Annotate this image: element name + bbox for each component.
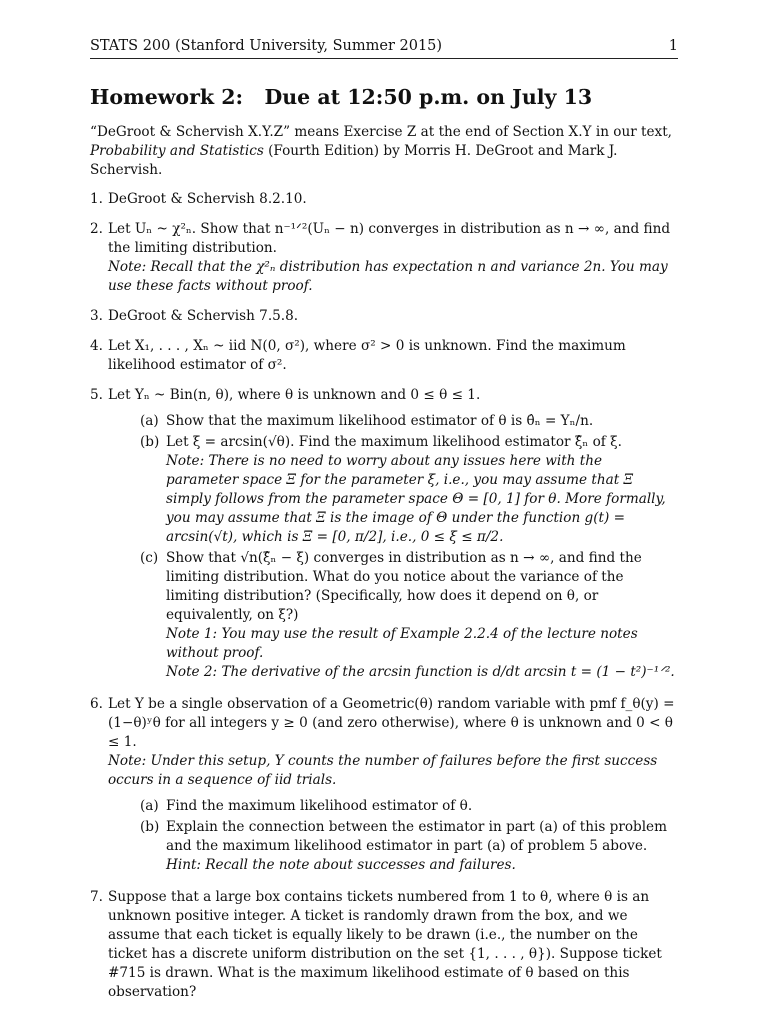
- problem-text: Let Y be a single observation of a Geometric(θ) random variable with pmf f_θ(y) = (1−θ)ʸθ for all integers y ≥ 0 (and zero otherwise), where θ is unknown and 0 < θ ≤ 1.: [108, 696, 675, 750]
- problem-number: 2.: [90, 221, 103, 237]
- problem-note: Note: Under this setup, Y counts the number of failures before the first success occurs in a sequence of iid trials.: [108, 753, 658, 788]
- problem-2: [90, 220, 678, 296]
- problem-text: Let X₁, . . . , Xₙ ~ iid N(0, σ²), where σ² > 0 is unknown. Find the maximum likelihood estimator of σ².: [108, 338, 626, 373]
- problem-text: DeGroot & Schervish 7.5.8.: [108, 308, 299, 324]
- subpart-hint: Hint: Recall the note about successes and failures.: [166, 857, 516, 873]
- problem-text: Suppose that a large box contains tickets numbered from 1 to θ, where θ is an unknown positive integer. A ticket is randomly drawn from the box, and we assume that each ticket is equally likely to be drawn (i.e., the number on the ticket has a discrete uniform distribution on the set {1, . . . , θ}). Suppose ticket #715 is drawn. What is the maximum likelihood estimate of θ based on this observation?: [108, 889, 662, 1000]
- book-title: Probability and Statistics: [90, 143, 264, 159]
- problem-4: [90, 337, 678, 375]
- problem-number: 4.: [90, 338, 103, 354]
- problem-note: Note: Recall that the χ²ₙ distribution has expectation n and variance 2n. You may use these facts without proof.: [108, 259, 668, 294]
- subpart-label: (a): [140, 798, 159, 814]
- subpart-text: Let ξ = arcsin(√θ). Find the maximum likelihood estimator ξ̂ₙ of ξ.: [166, 434, 622, 450]
- intro-paragraph: [90, 123, 678, 180]
- problem-5: [90, 386, 678, 684]
- intro-text-1: “DeGroot & Schervish X.Y.Z” means Exercise Z at the end of Section X.Y in our text,: [90, 124, 672, 140]
- problem-7: [90, 888, 678, 1002]
- subpart-text: Find the maximum likelihood estimator of θ.: [166, 798, 473, 814]
- subpart-text: Show that the maximum likelihood estimator of θ is θ̂ₙ = Yₙ/n.: [166, 413, 594, 429]
- page-number: 1: [668, 38, 678, 54]
- problem-text: Let Uₙ ~ χ²ₙ. Show that n⁻¹ᐟ²(Uₙ − n) converges in distribution as n → ∞, and find the limiting distribution.: [108, 221, 671, 256]
- homework-title: Homework 2: Due at 12:50 p.m. on July 13: [90, 85, 593, 109]
- subpart-note: Note: There is no need to worry about any issues here with the parameter space Ξ for the parameter ξ, i.e., you may assume that Ξ simply follows from the parameter space Θ = [0, 1] for θ. More formally, you may assume that Ξ is the image of Θ under the function g(t) = arcsin(√t), which is Ξ = [0, π/2], i.e., 0 ≤ ξ ≤ π/2.: [166, 453, 666, 545]
- document-page: [90, 38, 678, 1013]
- problem-number: 3.: [90, 308, 103, 324]
- problem-text: Let Yₙ ~ Bin(n, θ), where θ is unknown and 0 ≤ θ ≤ 1.: [108, 387, 481, 403]
- subpart-b: [140, 433, 678, 547]
- problem-number: 7.: [90, 889, 103, 905]
- problem-6: [90, 695, 678, 877]
- problem-list: [90, 190, 678, 1002]
- subpart-b: [140, 818, 678, 875]
- subpart-note-1: Note 1: You may use the result of Example 2.2.4 of the lecture notes without proof.: [166, 626, 638, 661]
- problem-number: 1.: [90, 191, 103, 207]
- subpart-list: [140, 412, 678, 682]
- subpart-c: [140, 549, 678, 682]
- subpart-list: [140, 797, 678, 875]
- subpart-note-2: Note 2: The derivative of the arcsin function is d/dt arcsin t = (1 − t²)⁻¹ᐟ².: [166, 664, 675, 680]
- subpart-label: (b): [140, 434, 160, 450]
- running-header: [90, 38, 678, 59]
- subpart-a: [140, 412, 678, 431]
- problem-3: [90, 307, 678, 326]
- subpart-text: Show that √n(ξ̂ₙ − ξ) converges in distribution as n → ∞, and find the limiting distribution. What do you notice about the variance of the limiting distribution? (Specifically, how does it depend on θ, or equivalently, on ξ?): [166, 550, 642, 623]
- subpart-a: [140, 797, 678, 816]
- subpart-label: (b): [140, 819, 160, 835]
- course-title: STATS 200 (Stanford University, Summer 2015): [90, 38, 443, 54]
- problem-number: 5.: [90, 387, 103, 403]
- subpart-text: Explain the connection between the estimator in part (a) of this problem and the maximum likelihood estimator in part (a) of problem 5 above.: [166, 819, 667, 854]
- problem-text: DeGroot & Schervish 8.2.10.: [108, 191, 307, 207]
- intro-text-2: (Fourth Edition) by Morris H. DeGroot and Mark J. Schervish.: [90, 143, 618, 178]
- problem-1: [90, 190, 678, 209]
- problem-number: 6.: [90, 696, 103, 712]
- subpart-label: (c): [140, 550, 159, 566]
- subpart-label: (a): [140, 413, 159, 429]
